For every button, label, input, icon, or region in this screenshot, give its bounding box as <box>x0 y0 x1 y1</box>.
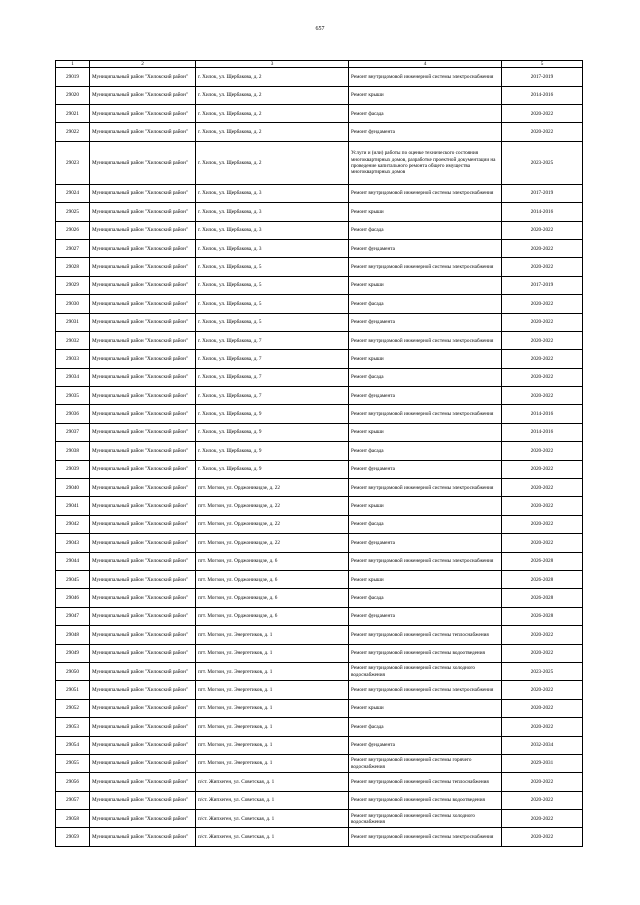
cell-row-number: 29035 <box>56 387 90 405</box>
cell-district: Муниципальный район "Хилокский район" <box>90 681 196 699</box>
cell-row-number: 29027 <box>56 239 90 257</box>
cell-district: Муниципальный район "Хилокский район" <box>90 350 196 368</box>
cell-address: пгт. Могзон, ул. Энергетиков, д. 1 <box>196 662 349 680</box>
cell-address: пгт. Могзон, ул. Энергетиков, д. 1 <box>196 626 349 644</box>
cell-district: Муниципальный район "Хилокский район" <box>90 644 196 662</box>
cell-period: 2020-2022 <box>502 497 583 515</box>
cell-address: пгт. Могзон, ул. Орджоникидзе, д. 6 <box>196 552 349 570</box>
cell-work-type: Ремонт крыши <box>349 497 502 515</box>
cell-work-type: Ремонт внутридомовой инженерной системы водоотведения <box>349 644 502 662</box>
cell-address: г. Хилок, ул. Щербакова, д. 9 <box>196 423 349 441</box>
table-row <box>56 681 583 699</box>
cell-address: пгт. Могзон, ул. Энергетиков, д. 1 <box>196 754 349 772</box>
cell-period: 2026-2028 <box>502 571 583 589</box>
cell-work-type: Ремонт внутридомовой инженерной системы электроснабжения <box>349 258 502 276</box>
table-row <box>56 644 583 662</box>
cell-row-number: 29020 <box>56 86 90 104</box>
cell-period: 2020-2022 <box>502 350 583 368</box>
cell-period: 2023-2025 <box>502 662 583 680</box>
cell-work-type: Ремонт фасада <box>349 105 502 123</box>
cell-row-number: 29025 <box>56 203 90 221</box>
cell-period: 2020-2022 <box>502 313 583 331</box>
cell-work-type: Ремонт фундамента <box>349 460 502 478</box>
cell-period: 2020-2022 <box>502 791 583 809</box>
header-col-4: 4 <box>349 61 502 68</box>
cell-work-type: Услуги и (или) работы по оценке технического состояния многоквартирных домов, разработке проектной документации на проведение капитального ремонта общего имущества многоквартирных домов <box>349 141 502 184</box>
cell-row-number: 29053 <box>56 718 90 736</box>
cell-address: г. Хилок, ул. Щербакова, д. 5 <box>196 276 349 294</box>
cell-period: 2020-2022 <box>502 221 583 239</box>
cell-work-type: Ремонт внутридомовой инженерной системы электроснабжения <box>349 479 502 497</box>
cell-address: пгт. Могзон, ул. Энергетиков, д. 1 <box>196 718 349 736</box>
table-row <box>56 442 583 460</box>
cell-period: 2020-2022 <box>502 460 583 478</box>
cell-work-type: Ремонт крыши <box>349 571 502 589</box>
cell-district: Муниципальный район "Хилокский район" <box>90 442 196 460</box>
table-row <box>56 239 583 257</box>
cell-address: г. Хилок, ул. Щербакова, д. 7 <box>196 350 349 368</box>
cell-work-type: Ремонт внутридомовой инженерной системы холодного водоснабжения <box>349 810 502 828</box>
cell-address: г. Хилок, ул. Щербакова, д. 3 <box>196 203 349 221</box>
header-col-1: 1 <box>56 61 90 68</box>
cell-district: Муниципальный район "Хилокский район" <box>90 589 196 607</box>
cell-period: 2014-2016 <box>502 405 583 423</box>
cell-district: Муниципальный район "Хилокский район" <box>90 258 196 276</box>
cell-row-number: 29034 <box>56 368 90 386</box>
cell-work-type: Ремонт крыши <box>349 350 502 368</box>
cell-row-number: 29036 <box>56 405 90 423</box>
cell-period: 2014-2016 <box>502 423 583 441</box>
cell-period: 2017-2019 <box>502 68 583 86</box>
cell-work-type: Ремонт внутридомовой инженерной системы водоотведения <box>349 791 502 809</box>
cell-district: Муниципальный район "Хилокский район" <box>90 313 196 331</box>
table-row <box>56 460 583 478</box>
cell-district: Муниципальный район "Хилокский район" <box>90 295 196 313</box>
cell-address: г. Хилок, ул. Щербакова, д. 9 <box>196 460 349 478</box>
table-row <box>56 313 583 331</box>
cell-address: п/ст. Жипхеген, ул. Советская, д. 1 <box>196 828 349 846</box>
cell-row-number: 29039 <box>56 460 90 478</box>
cell-row-number: 29046 <box>56 589 90 607</box>
cell-address: пгт. Могзон, ул. Орджоникидзе, д. 22 <box>196 497 349 515</box>
page-number: 657 <box>315 26 325 32</box>
cell-work-type: Ремонт крыши <box>349 423 502 441</box>
table-row <box>56 754 583 772</box>
cell-work-type: Ремонт крыши <box>349 86 502 104</box>
cell-period: 2020-2022 <box>502 626 583 644</box>
cell-address: пгт. Могзон, ул. Орджоникидзе, д. 6 <box>196 571 349 589</box>
cell-row-number: 29022 <box>56 123 90 141</box>
cell-period: 2017-2019 <box>502 276 583 294</box>
cell-period: 2020-2022 <box>502 534 583 552</box>
table-row <box>56 276 583 294</box>
cell-district: Муниципальный район "Хилокский район" <box>90 828 196 846</box>
cell-district: Муниципальный район "Хилокский район" <box>90 387 196 405</box>
cell-district: Муниципальный район "Хилокский район" <box>90 105 196 123</box>
cell-period: 2029-2031 <box>502 754 583 772</box>
cell-address: г. Хилок, ул. Щербакова, д. 7 <box>196 368 349 386</box>
cell-address: г. Хилок, ул. Щербакова, д. 7 <box>196 331 349 349</box>
cell-address: г. Хилок, ул. Щербакова, д. 3 <box>196 221 349 239</box>
table-row <box>56 368 583 386</box>
cell-district: Муниципальный район "Хилокский район" <box>90 754 196 772</box>
cell-period: 2020-2022 <box>502 239 583 257</box>
cell-work-type: Ремонт внутридомовой инженерной системы холодного водоснабжения <box>349 662 502 680</box>
cell-period: 2020-2022 <box>502 442 583 460</box>
cell-work-type: Ремонт внутридомовой инженерной системы электроснабжения <box>349 552 502 570</box>
cell-row-number: 29026 <box>56 221 90 239</box>
cell-period: 2020-2022 <box>502 123 583 141</box>
cell-row-number: 29024 <box>56 184 90 202</box>
cell-work-type: Ремонт внутридомовой инженерной системы теплоснабжения <box>349 626 502 644</box>
cell-address: г. Хилок, ул. Щербакова, д. 3 <box>196 239 349 257</box>
table-row <box>56 423 583 441</box>
cell-district: Муниципальный район "Хилокский район" <box>90 368 196 386</box>
cell-row-number: 29032 <box>56 331 90 349</box>
cell-row-number: 29050 <box>56 662 90 680</box>
cell-work-type: Ремонт фундамента <box>349 313 502 331</box>
cell-row-number: 29051 <box>56 681 90 699</box>
cell-district: Муниципальный район "Хилокский район" <box>90 699 196 717</box>
table-row <box>56 497 583 515</box>
cell-work-type: Ремонт фасада <box>349 515 502 533</box>
table-row <box>56 626 583 644</box>
header-col-3: 3 <box>196 61 349 68</box>
cell-district: Муниципальный район "Хилокский район" <box>90 331 196 349</box>
table-row <box>56 552 583 570</box>
table-row <box>56 589 583 607</box>
cell-work-type: Ремонт фундамента <box>349 123 502 141</box>
table-row <box>56 662 583 680</box>
table-row <box>56 699 583 717</box>
table-row <box>56 718 583 736</box>
table-row <box>56 828 583 846</box>
cell-district: Муниципальный район "Хилокский район" <box>90 405 196 423</box>
cell-period: 2032-2034 <box>502 736 583 754</box>
cell-row-number: 29043 <box>56 534 90 552</box>
cell-period: 2020-2022 <box>502 368 583 386</box>
cell-row-number: 29041 <box>56 497 90 515</box>
cell-district: Муниципальный район "Хилокский район" <box>90 239 196 257</box>
table-row <box>56 86 583 104</box>
cell-district: Муниципальный район "Хилокский район" <box>90 515 196 533</box>
cell-district: Муниципальный район "Хилокский район" <box>90 718 196 736</box>
cell-row-number: 29048 <box>56 626 90 644</box>
cell-address: г. Хилок, ул. Щербакова, д. 2 <box>196 123 349 141</box>
cell-address: п/ст. Жипхеген, ул. Советская, д. 1 <box>196 773 349 791</box>
cell-district: Муниципальный район "Хилокский район" <box>90 221 196 239</box>
cell-work-type: Ремонт фундамента <box>349 534 502 552</box>
cell-row-number: 29029 <box>56 276 90 294</box>
cell-row-number: 29019 <box>56 68 90 86</box>
table-row <box>56 791 583 809</box>
cell-work-type: Ремонт фасада <box>349 442 502 460</box>
cell-period: 2017-2019 <box>502 184 583 202</box>
cell-district: Муниципальный район "Хилокский район" <box>90 497 196 515</box>
cell-district: Муниципальный район "Хилокский район" <box>90 141 196 184</box>
cell-row-number: 29057 <box>56 791 90 809</box>
cell-district: Муниципальный район "Хилокский район" <box>90 552 196 570</box>
cell-period: 2020-2022 <box>502 828 583 846</box>
table-row <box>56 184 583 202</box>
cell-row-number: 29031 <box>56 313 90 331</box>
table-row <box>56 534 583 552</box>
cell-work-type: Ремонт фасада <box>349 589 502 607</box>
cell-district: Муниципальный район "Хилокский район" <box>90 607 196 625</box>
cell-district: Муниципальный район "Хилокский район" <box>90 571 196 589</box>
table-row <box>56 331 583 349</box>
table-row <box>56 607 583 625</box>
table-row <box>56 105 583 123</box>
cell-address: г. Хилок, ул. Щербакова, д. 3 <box>196 184 349 202</box>
cell-period: 2020-2022 <box>502 105 583 123</box>
cell-district: Муниципальный район "Хилокский район" <box>90 810 196 828</box>
table-row <box>56 479 583 497</box>
cell-work-type: Ремонт внутридомовой инженерной системы горячего водоснабжения <box>349 754 502 772</box>
cell-period: 2020-2022 <box>502 773 583 791</box>
cell-row-number: 29030 <box>56 295 90 313</box>
table-row <box>56 571 583 589</box>
cell-period: 2026-2028 <box>502 552 583 570</box>
register-table <box>55 60 583 847</box>
cell-work-type: Ремонт фасада <box>349 368 502 386</box>
cell-period: 2020-2022 <box>502 644 583 662</box>
cell-period: 2020-2022 <box>502 718 583 736</box>
table-row <box>56 515 583 533</box>
cell-address: пгт. Могзон, ул. Орджоникидзе, д. 22 <box>196 534 349 552</box>
cell-address: пгт. Могзон, ул. Орджоникидзе, д. 22 <box>196 479 349 497</box>
cell-address: пгт. Могзон, ул. Орджоникидзе, д. 22 <box>196 515 349 533</box>
cell-row-number: 29049 <box>56 644 90 662</box>
cell-work-type: Ремонт фасада <box>349 295 502 313</box>
cell-district: Муниципальный район "Хилокский район" <box>90 662 196 680</box>
cell-row-number: 29056 <box>56 773 90 791</box>
table-body <box>56 68 583 847</box>
cell-address: пгт. Могзон, ул. Энергетиков, д. 1 <box>196 736 349 754</box>
cell-address: г. Хилок, ул. Щербакова, д. 5 <box>196 295 349 313</box>
cell-district: Муниципальный район "Хилокский район" <box>90 460 196 478</box>
cell-row-number: 29054 <box>56 736 90 754</box>
cell-period: 2020-2022 <box>502 515 583 533</box>
table-row <box>56 350 583 368</box>
cell-period: 2014-2016 <box>502 86 583 104</box>
cell-row-number: 29040 <box>56 479 90 497</box>
cell-address: пгт. Могзон, ул. Энергетиков, д. 1 <box>196 681 349 699</box>
cell-row-number: 29047 <box>56 607 90 625</box>
cell-row-number: 29037 <box>56 423 90 441</box>
header-col-5: 5 <box>502 61 583 68</box>
cell-row-number: 29052 <box>56 699 90 717</box>
cell-period: 2020-2022 <box>502 810 583 828</box>
cell-row-number: 29042 <box>56 515 90 533</box>
cell-period: 2020-2022 <box>502 479 583 497</box>
cell-address: г. Хилок, ул. Щербакова, д. 2 <box>196 141 349 184</box>
cell-address: г. Хилок, ул. Щербакова, д. 9 <box>196 442 349 460</box>
cell-work-type: Ремонт фасада <box>349 221 502 239</box>
header-col-2: 2 <box>90 61 196 68</box>
table-row <box>56 736 583 754</box>
cell-address: г. Хилок, ул. Щербакова, д. 5 <box>196 313 349 331</box>
cell-work-type: Ремонт фундамента <box>349 607 502 625</box>
cell-work-type: Ремонт внутридомовой инженерной системы электроснабжения <box>349 68 502 86</box>
cell-row-number: 29033 <box>56 350 90 368</box>
table-header-row <box>56 61 583 68</box>
cell-district: Муниципальный район "Хилокский район" <box>90 184 196 202</box>
cell-period: 2014-2016 <box>502 203 583 221</box>
cell-period: 2026-2028 <box>502 589 583 607</box>
cell-work-type: Ремонт внутридомовой инженерной системы электроснабжения <box>349 184 502 202</box>
cell-period: 2020-2022 <box>502 258 583 276</box>
table-row <box>56 141 583 184</box>
cell-district: Муниципальный район "Хилокский район" <box>90 86 196 104</box>
cell-work-type: Ремонт внутридомовой инженерной системы электроснабжения <box>349 405 502 423</box>
cell-district: Муниципальный район "Хилокский район" <box>90 276 196 294</box>
cell-period: 2020-2022 <box>502 331 583 349</box>
cell-district: Муниципальный район "Хилокский район" <box>90 736 196 754</box>
table-row <box>56 387 583 405</box>
cell-district: Муниципальный район "Хилокский район" <box>90 423 196 441</box>
cell-row-number: 29023 <box>56 141 90 184</box>
cell-district: Муниципальный район "Хилокский район" <box>90 534 196 552</box>
cell-row-number: 29021 <box>56 105 90 123</box>
cell-row-number: 29058 <box>56 810 90 828</box>
cell-row-number: 29038 <box>56 442 90 460</box>
table-row <box>56 203 583 221</box>
cell-period: 2020-2022 <box>502 387 583 405</box>
cell-address: пгт. Могзон, ул. Энергетиков, д. 1 <box>196 699 349 717</box>
cell-address: г. Хилок, ул. Щербакова, д. 2 <box>196 68 349 86</box>
cell-period: 2020-2022 <box>502 681 583 699</box>
cell-work-type: Ремонт фасада <box>349 718 502 736</box>
cell-work-type: Ремонт фундамента <box>349 239 502 257</box>
cell-period: 2020-2022 <box>502 295 583 313</box>
cell-period: 2026-2028 <box>502 607 583 625</box>
table-row <box>56 258 583 276</box>
cell-address: г. Хилок, ул. Щербакова, д. 2 <box>196 105 349 123</box>
cell-work-type: Ремонт крыши <box>349 699 502 717</box>
cell-work-type: Ремонт внутридомовой инженерной системы электроснабжения <box>349 331 502 349</box>
table-row <box>56 123 583 141</box>
cell-district: Муниципальный район "Хилокский район" <box>90 773 196 791</box>
cell-work-type: Ремонт фундамента <box>349 387 502 405</box>
cell-address: п/ст. Жипхеген, ул. Советская, д. 1 <box>196 810 349 828</box>
cell-work-type: Ремонт внутридомовой инженерной системы электроснабжения <box>349 681 502 699</box>
table-row <box>56 295 583 313</box>
table-row <box>56 405 583 423</box>
cell-address: пгт. Могзон, ул. Орджоникидзе, д. 6 <box>196 607 349 625</box>
cell-work-type: Ремонт крыши <box>349 203 502 221</box>
table-row <box>56 810 583 828</box>
cell-district: Муниципальный район "Хилокский район" <box>90 479 196 497</box>
cell-work-type: Ремонт внутридомовой инженерной системы теплоснабжения <box>349 773 502 791</box>
cell-district: Муниципальный район "Хилокский район" <box>90 626 196 644</box>
cell-period: 2020-2022 <box>502 699 583 717</box>
cell-address: пгт. Могзон, ул. Орджоникидзе, д. 6 <box>196 589 349 607</box>
table-row <box>56 773 583 791</box>
cell-period: 2023-2025 <box>502 141 583 184</box>
cell-district: Муниципальный район "Хилокский район" <box>90 68 196 86</box>
table-row <box>56 221 583 239</box>
cell-address: г. Хилок, ул. Щербакова, д. 7 <box>196 387 349 405</box>
cell-address: г. Хилок, ул. Щербакова, д. 5 <box>196 258 349 276</box>
cell-work-type: Ремонт внутридомовой инженерной системы электроснабжения <box>349 828 502 846</box>
cell-district: Муниципальный район "Хилокский район" <box>90 791 196 809</box>
cell-row-number: 29059 <box>56 828 90 846</box>
cell-address: г. Хилок, ул. Щербакова, д. 2 <box>196 86 349 104</box>
cell-work-type: Ремонт крыши <box>349 276 502 294</box>
cell-row-number: 29055 <box>56 754 90 772</box>
table-row <box>56 68 583 86</box>
cell-work-type: Ремонт фундамента <box>349 736 502 754</box>
cell-row-number: 29045 <box>56 571 90 589</box>
cell-district: Муниципальный район "Хилокский район" <box>90 123 196 141</box>
cell-row-number: 29028 <box>56 258 90 276</box>
cell-address: п/ст. Жипхеген, ул. Советская, д. 1 <box>196 791 349 809</box>
cell-address: пгт. Могзон, ул. Энергетиков, д. 1 <box>196 644 349 662</box>
cell-row-number: 29044 <box>56 552 90 570</box>
cell-address: г. Хилок, ул. Щербакова, д. 9 <box>196 405 349 423</box>
cell-district: Муниципальный район "Хилокский район" <box>90 203 196 221</box>
